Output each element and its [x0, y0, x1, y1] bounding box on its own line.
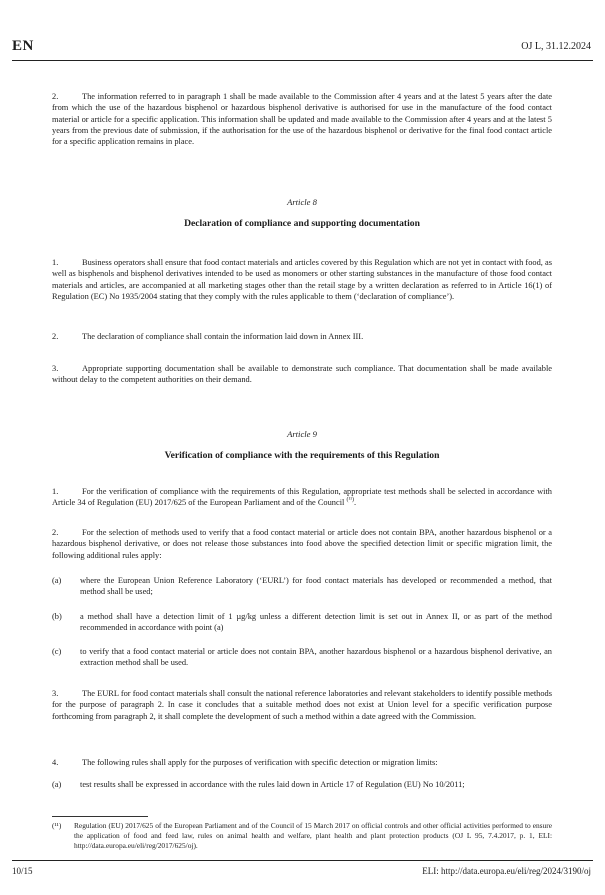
list-item-label: (a) — [52, 576, 62, 585]
footnote — [52, 821, 552, 851]
paragraph-text: The EURL for food contact materials shall consult the national reference laboratories and relevant stakeholders to identify possible methods for the purpose of paragraph 2. In case it concludes that a suitable method does not exist at Union level for a specific verification purpose forthcoming from paragraph 2, it shall complete the development of such a method within a date agreed with the Commission. — [52, 689, 552, 721]
article-8-paragraph-3 — [52, 363, 552, 386]
list-item-text: a method shall have a detection limit of 1 µg/kg unless a different detection limit is set out in Annex II, or as part of the method recommended in accordance with point (a) — [80, 612, 552, 633]
article-9-title: Verification of compliance with the requirements of this Regulation — [164, 450, 440, 461]
paragraph-number: 3. — [52, 689, 59, 698]
paragraph-text: The declaration of compliance shall contain the information laid down in Annex III. — [82, 332, 364, 341]
paragraph-number: 1. — [52, 487, 59, 496]
paragraph-number: 2. — [52, 332, 59, 341]
paragraph-text: Appropriate supporting documentation shall be available to demonstrate such compliance. That documentation shall be made available without delay to the competent authorities on their demand. — [52, 364, 552, 385]
paragraph-number: 4. — [52, 758, 59, 767]
eli-link[interactable]: ELI: http://data.europa.eu/eli/reg/2024/3190/oj — [422, 866, 591, 876]
article-8-label: Article 8 — [287, 197, 317, 207]
article-9-paragraph-4 — [52, 757, 552, 768]
article-9-paragraph-1: 1. For the verification of compliance with the requirements of this Regulation, appropriate test methods shall be selected in accordance with Article 34 of Regulation (EU) 2017/625 of the European Parliament and of the Council $^{(^{11})}$. — [52, 487, 552, 508]
paragraph-2-top — [52, 91, 552, 147]
paragraph-text: The information referred to in paragraph 1 shall be made available to the Commission after 4 years and at the latest 5 years after the date from which the use of the hazardous bisphenol or hazardous bisphenol derivative is authorised for use in the manufacture of the food contact material or article for a specific application. This information shall be updated and made available to the Commission after 4 years and at the latest 5 years from the previous date of submission, if the authorisation for the use of the hazardous bisphenol or derivative for the final food contact article for a specific application remains in place. — [52, 92, 552, 147]
list-item-label: (b) — [52, 612, 62, 621]
footer-divider — [12, 860, 593, 861]
list-item-label: (c) — [52, 647, 62, 656]
paragraph-text: For the verification of compliance with the requirements of this Regulation, appropriate test methods shall be selected in accordance with Article 34 of Regulation (EU) 2017/625 of the European Parliament and of the Council — [52, 487, 552, 508]
article-9-paragraph-2 — [52, 527, 552, 561]
article-9-paragraph-3 — [52, 688, 552, 722]
paragraph-number: 2. — [52, 92, 59, 101]
list-item-text: test results shall be expressed in accordance with the rules laid down in Article 17 of Regulation (EU) No 10/2011; — [80, 780, 465, 789]
list-item-text: to verify that a food contact material or article does not contain BPA, another hazardous bisphenol or a hazardous bisphenol derivative, an extraction method shall be used. — [80, 647, 552, 668]
list-item-text: where the European Union Reference Laboratory (‘EURL’) for food contact materials has developed or recommended a method, that method shall be used; — [80, 576, 552, 597]
paragraph-text: Business operators shall ensure that food contact materials and articles covered by this Regulation which are not yet in contact with food, as well as bisphenols and bisphenol derivatives intended to be used as monomers or other starting substances in the manufacture of those food contact materials and articles, are accompanied at all marketing stages other than the retail stage by a written declaration as referred to in Article 16(1) of Regulation (EC) No 1935/2004 stating that they comply with the rules applicable to them (‘declaration of compliance’). — [52, 258, 552, 301]
list-item-c — [52, 646, 552, 669]
list-item-label: (a) — [52, 780, 62, 789]
paragraph-number: 2. — [52, 528, 59, 537]
article-8-paragraph-1 — [52, 257, 552, 302]
footnote-divider — [52, 816, 148, 817]
list-item-a — [52, 575, 552, 598]
article-9-label: Article 9 — [287, 429, 317, 439]
paragraph-text: For the selection of methods used to verify that a food contact material or article does not contain BPA, another hazardous bisphenol or a hazardous bisphenol derivative, or does not release those substances into food above the specified detection limit or specific migration limit, the following additional rules apply: — [52, 528, 552, 560]
page-number: 10/15 — [12, 866, 33, 876]
paragraph-number: 3. — [52, 364, 59, 373]
footnote-text: Regulation (EU) 2017/625 of the European Parliament and of the Council of 15 March 2017 on official controls and other official activities performed to ensure the application of food and feed law, rules on animal health and welfare, plant health and plant protection products (OJ L 95, 7.4.2017, p. 1, ELI: http://data.europa.eu/eli/reg/2017/625/oj). — [74, 821, 552, 850]
journal-reference: OJ L, 31.12.2024 — [521, 41, 591, 52]
article-8-paragraph-2 — [52, 331, 552, 342]
header-divider — [12, 60, 593, 61]
article-8-title: Declaration of compliance and supporting documentation — [184, 218, 420, 229]
footnote-reference[interactable]: (¹¹) — [346, 497, 355, 504]
paragraph-number: 1. — [52, 258, 59, 267]
footnote-label: (¹¹) — [52, 821, 62, 830]
list-item-b — [52, 611, 552, 634]
paragraph-text: The following rules shall apply for the purposes of verification with specific detection or migration limits: — [82, 758, 438, 767]
language-code: EN — [12, 38, 34, 54]
list-item-a-paragraph-4 — [52, 779, 552, 790]
